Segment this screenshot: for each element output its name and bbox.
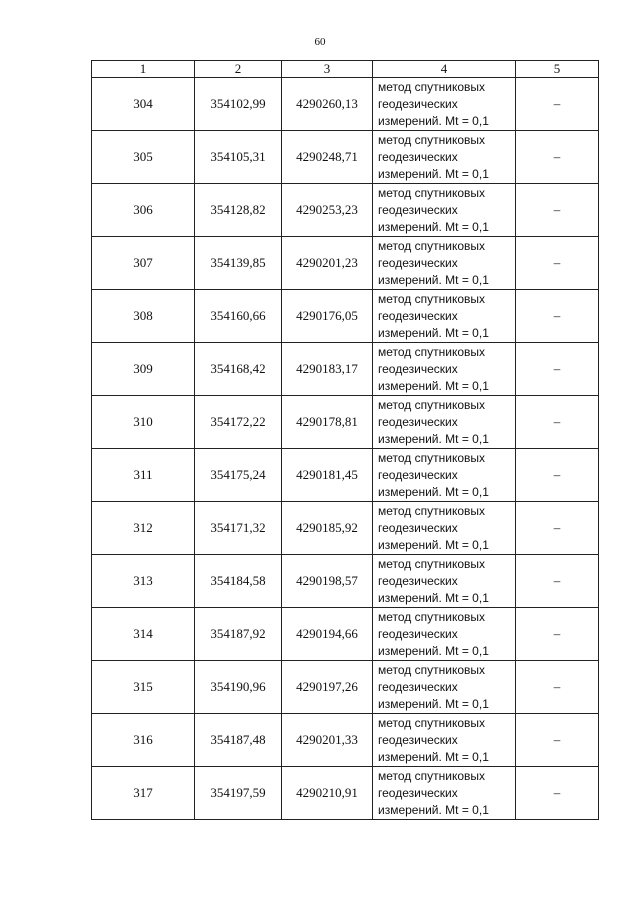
table-row xyxy=(92,78,599,131)
point-number-cell: 305 xyxy=(92,131,195,184)
method-text-line: геодезических xyxy=(378,785,458,800)
point-number-cell: 304 xyxy=(92,78,195,131)
x-coordinate-cell: 354128,82 xyxy=(195,184,282,237)
note-cell: – xyxy=(516,608,599,661)
method-text-line: измерений. Mt = 0,1 xyxy=(378,325,489,340)
x-coordinate-cell: 354197,59 xyxy=(195,767,282,820)
note-cell: – xyxy=(516,661,599,714)
x-coordinate-cell: 354160,66 xyxy=(195,290,282,343)
x-coordinate-cell: 354184,58 xyxy=(195,555,282,608)
column-header-2: 2 xyxy=(195,61,282,78)
y-coordinate-cell: 4290183,17 xyxy=(282,343,373,396)
x-coordinate-cell: 354105,31 xyxy=(195,131,282,184)
y-coordinate-cell: 4290176,05 xyxy=(282,290,373,343)
table-row xyxy=(92,555,599,608)
method-text-line: геодезических xyxy=(378,202,458,217)
method-cell xyxy=(373,237,516,290)
y-coordinate-cell: 4290198,57 xyxy=(282,555,373,608)
y-coordinate-cell: 4290260,13 xyxy=(282,78,373,131)
method-text-line: измерений. Mt = 0,1 xyxy=(378,643,489,658)
y-coordinate-cell: 4290194,66 xyxy=(282,608,373,661)
note-cell: – xyxy=(516,449,599,502)
method-text-line: геодезических xyxy=(378,149,458,164)
y-coordinate-cell: 4290210,91 xyxy=(282,767,373,820)
point-number-cell: 312 xyxy=(92,502,195,555)
column-header-4: 4 xyxy=(373,61,516,78)
method-text-line: метод спутниковых xyxy=(378,609,486,624)
method-text-line: измерений. Mt = 0,1 xyxy=(378,484,489,499)
y-coordinate-cell: 4290185,92 xyxy=(282,502,373,555)
method-text-line: метод спутниковых xyxy=(378,132,486,147)
table-row xyxy=(92,449,599,502)
method-cell xyxy=(373,714,516,767)
x-coordinate-cell: 354187,48 xyxy=(195,714,282,767)
table-row xyxy=(92,661,599,714)
y-coordinate-cell: 4290201,23 xyxy=(282,237,373,290)
y-coordinate-cell: 4290178,81 xyxy=(282,396,373,449)
method-text-line: метод спутниковых xyxy=(378,662,486,677)
x-coordinate-cell: 354190,96 xyxy=(195,661,282,714)
x-coordinate-cell: 354172,22 xyxy=(195,396,282,449)
note-cell: – xyxy=(516,78,599,131)
method-text-line: метод спутниковых xyxy=(378,397,486,412)
method-cell xyxy=(373,608,516,661)
method-text-line: геодезических xyxy=(378,414,458,429)
note-cell: – xyxy=(516,290,599,343)
method-text-line: измерений. Mt = 0,1 xyxy=(378,378,489,393)
method-text-line: геодезических xyxy=(378,361,458,376)
method-text-line: геодезических xyxy=(378,626,458,641)
method-cell xyxy=(373,661,516,714)
coordinates-table xyxy=(91,60,599,820)
method-text-line: измерений. Mt = 0,1 xyxy=(378,696,489,711)
method-text-line: геодезических xyxy=(378,255,458,270)
point-number-cell: 308 xyxy=(92,290,195,343)
method-text-line: геодезических xyxy=(378,679,458,694)
point-number-cell: 307 xyxy=(92,237,195,290)
y-coordinate-cell: 4290253,23 xyxy=(282,184,373,237)
method-cell xyxy=(373,767,516,820)
page-number: 60 xyxy=(314,36,326,48)
point-number-cell: 316 xyxy=(92,714,195,767)
method-text-line: геодезических xyxy=(378,732,458,747)
note-cell: – xyxy=(516,237,599,290)
method-text-line: метод спутниковых xyxy=(378,185,486,200)
column-header-5: 5 xyxy=(516,61,599,78)
note-cell: – xyxy=(516,184,599,237)
point-number-cell: 315 xyxy=(92,661,195,714)
method-text-line: измерений. Mt = 0,1 xyxy=(378,219,489,234)
method-text-line: измерений. Mt = 0,1 xyxy=(378,802,489,817)
method-text-line: метод спутниковых xyxy=(378,79,486,94)
method-cell xyxy=(373,555,516,608)
point-number-cell: 310 xyxy=(92,396,195,449)
point-number-cell: 309 xyxy=(92,343,195,396)
method-cell xyxy=(373,184,516,237)
method-cell xyxy=(373,290,516,343)
point-number-cell: 313 xyxy=(92,555,195,608)
x-coordinate-cell: 354139,85 xyxy=(195,237,282,290)
table-header xyxy=(92,61,599,78)
method-text-line: метод спутниковых xyxy=(378,503,486,518)
table-row xyxy=(92,290,599,343)
note-cell: – xyxy=(516,131,599,184)
table-row xyxy=(92,608,599,661)
method-cell xyxy=(373,396,516,449)
method-text-line: геодезических xyxy=(378,573,458,588)
table-row xyxy=(92,184,599,237)
note-cell: – xyxy=(516,767,599,820)
method-text-line: измерений. Mt = 0,1 xyxy=(378,431,489,446)
method-text-line: измерений. Mt = 0,1 xyxy=(378,537,489,552)
method-cell xyxy=(373,343,516,396)
note-cell: – xyxy=(516,343,599,396)
table-row xyxy=(92,131,599,184)
method-text-line: метод спутниковых xyxy=(378,450,486,465)
y-coordinate-cell: 4290248,71 xyxy=(282,131,373,184)
x-coordinate-cell: 354102,99 xyxy=(195,78,282,131)
y-coordinate-cell: 4290201,33 xyxy=(282,714,373,767)
method-text-line: метод спутниковых xyxy=(378,291,486,306)
method-text-line: метод спутниковых xyxy=(378,238,486,253)
method-text-line: измерений. Mt = 0,1 xyxy=(378,113,489,128)
x-coordinate-cell: 354168,42 xyxy=(195,343,282,396)
point-number-cell: 317 xyxy=(92,767,195,820)
method-cell xyxy=(373,131,516,184)
method-text-line: измерений. Mt = 0,1 xyxy=(378,166,489,181)
x-coordinate-cell: 354175,24 xyxy=(195,449,282,502)
note-cell: – xyxy=(516,396,599,449)
header-row xyxy=(92,61,599,78)
method-text-line: метод спутниковых xyxy=(378,556,486,571)
x-coordinate-cell: 354187,92 xyxy=(195,608,282,661)
column-header-3: 3 xyxy=(282,61,373,78)
method-text-line: метод спутниковых xyxy=(378,344,486,359)
method-text-line: измерений. Mt = 0,1 xyxy=(378,272,489,287)
table-row xyxy=(92,767,599,820)
method-text-line: измерений. Mt = 0,1 xyxy=(378,749,489,764)
note-cell: – xyxy=(516,714,599,767)
table-row xyxy=(92,237,599,290)
point-number-cell: 306 xyxy=(92,184,195,237)
method-cell xyxy=(373,449,516,502)
point-number-cell: 311 xyxy=(92,449,195,502)
column-header-1: 1 xyxy=(92,61,195,78)
y-coordinate-cell: 4290181,45 xyxy=(282,449,373,502)
method-text-line: метод спутниковых xyxy=(378,768,486,783)
table-row xyxy=(92,502,599,555)
table-row xyxy=(92,714,599,767)
method-text-line: геодезических xyxy=(378,96,458,111)
x-coordinate-cell: 354171,32 xyxy=(195,502,282,555)
note-cell: – xyxy=(516,502,599,555)
table-body xyxy=(92,78,599,820)
y-coordinate-cell: 4290197,26 xyxy=(282,661,373,714)
method-text-line: геодезических xyxy=(378,467,458,482)
point-number-cell: 314 xyxy=(92,608,195,661)
table-row xyxy=(92,396,599,449)
method-text-line: метод спутниковых xyxy=(378,715,486,730)
method-cell xyxy=(373,502,516,555)
method-text-line: геодезических xyxy=(378,520,458,535)
table-row xyxy=(92,343,599,396)
method-text-line: измерений. Mt = 0,1 xyxy=(378,590,489,605)
method-text-line: геодезических xyxy=(378,308,458,323)
note-cell: – xyxy=(516,555,599,608)
method-cell xyxy=(373,78,516,131)
